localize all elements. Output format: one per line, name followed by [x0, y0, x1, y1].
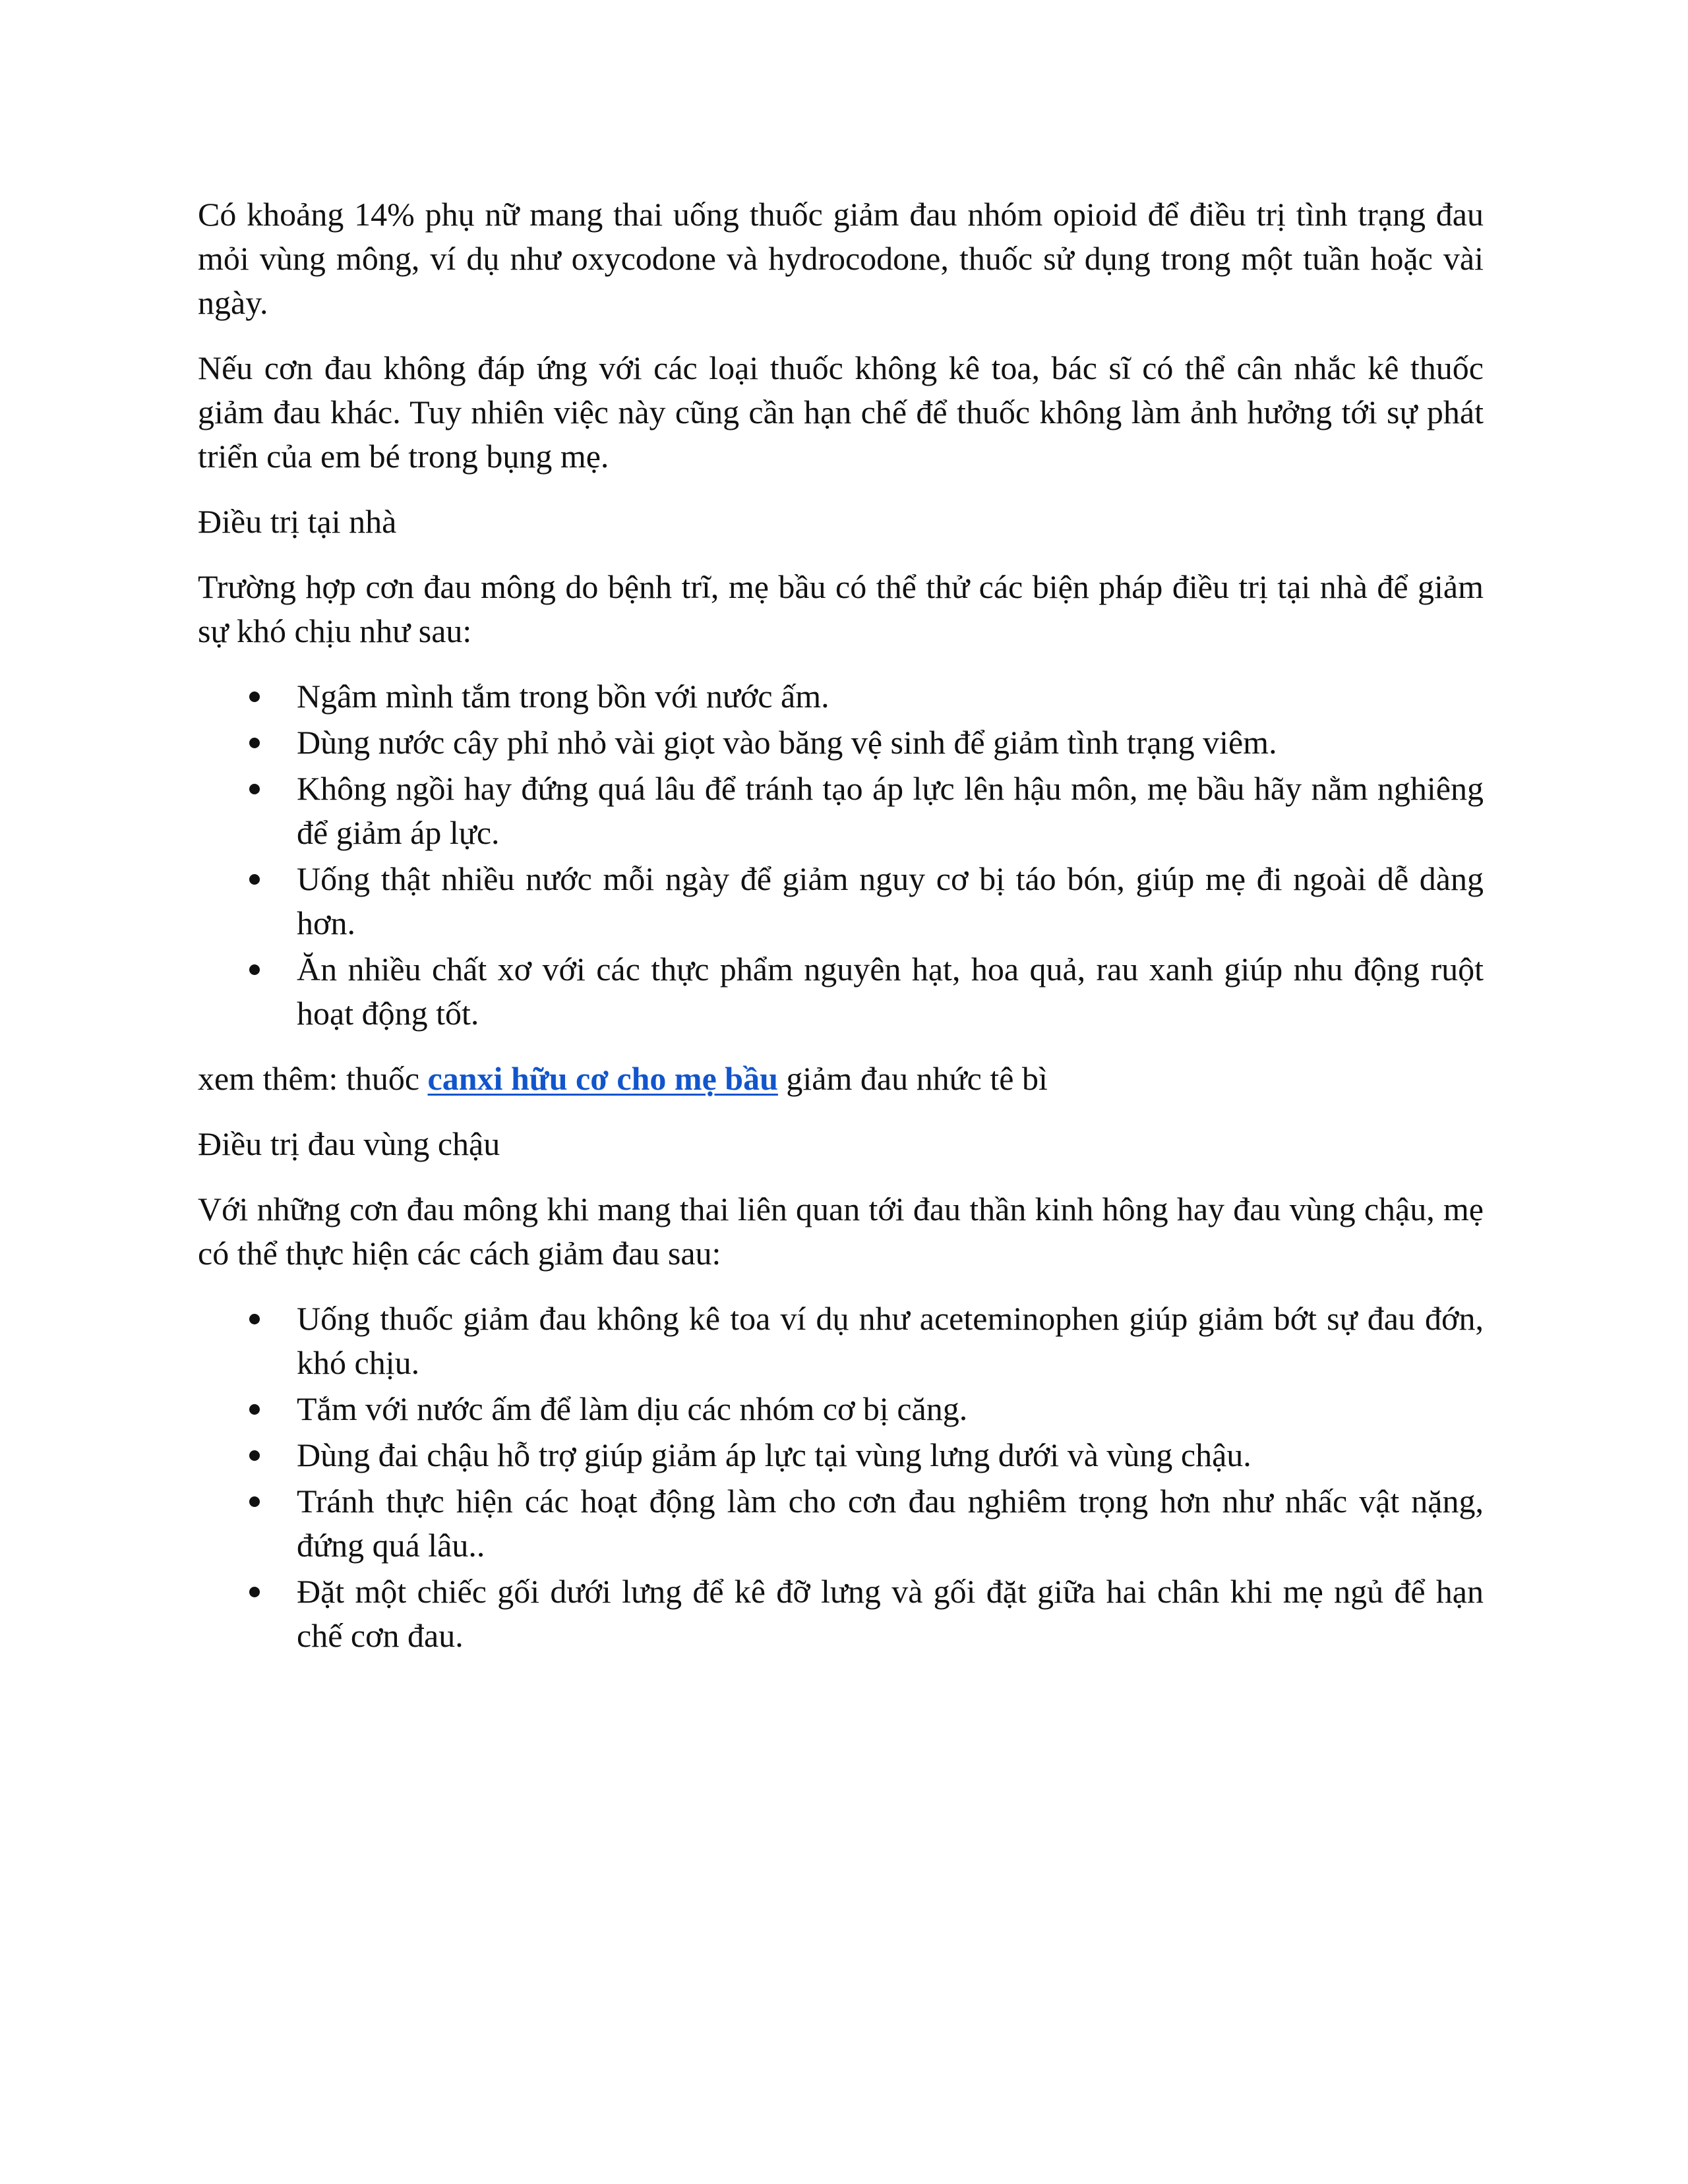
see-more-suffix: giảm đau nhức tê bì	[777, 1060, 1048, 1097]
list-item	[297, 674, 1484, 719]
bullet-icon	[249, 692, 260, 702]
list-item-text: Dùng nước cây phỉ nhỏ vài giọt vào băng vệ sinh để giảm tình trạng viêm.	[297, 724, 1277, 761]
bullet-icon	[249, 964, 260, 975]
paragraph-opioid: Có khoảng 14% phụ nữ mang thai uống thuốc giảm đau nhóm opioid để điều trị tình trạng đau mỏi vùng mông, ví dụ như oxycodone và hydrocodone, thuốc sử dụng trong một tuần hoặc vài ngày.	[198, 196, 1484, 321]
bullet-icon	[249, 874, 260, 885]
list-item-text: Tránh thực hiện các hoạt động làm cho cơn đau nghiêm trọng hơn như nhấc vật nặng, đứng quá lâu..	[297, 1483, 1484, 1564]
list-item	[297, 1479, 1484, 1568]
list-item-text: Ngâm mình tắm trong bồn với nước ấm.	[297, 678, 829, 715]
bullet-icon	[249, 1314, 260, 1324]
see-more-prefix: xem thêm: thuốc	[198, 1060, 428, 1097]
paragraph-hemorrhoid-intro: Trường hợp cơn đau mông do bệnh trĩ, mẹ bầu có thể thử các biện pháp điều trị tại nhà để giảm sự khó chịu như sau:	[198, 568, 1484, 649]
pelvic-treatment-list	[198, 1297, 1484, 1658]
list-item	[297, 1570, 1484, 1658]
list-item-text: Uống thuốc giảm đau không kê toa ví dụ như aceteminophen giúp giảm bớt sự đau đớn, khó chịu.	[297, 1300, 1484, 1381]
list-item-text: Không ngồi hay đứng quá lâu để tránh tạo áp lực lên hậu môn, mẹ bầu hãy nằm nghiêng để giảm áp lực.	[297, 770, 1484, 851]
list-item-text: Uống thật nhiều nước mỗi ngày để giảm nguy cơ bị táo bón, giúp mẹ đi ngoài dễ dàng hơn.	[297, 860, 1484, 941]
list-item-text: Dùng đai chậu hỗ trợ giúp giảm áp lực tại vùng lưng dưới và vùng chậu.	[297, 1436, 1251, 1473]
list-item	[297, 857, 1484, 945]
paragraph-pelvic-intro: Với những cơn đau mông khi mang thai liên quan tới đau thần kinh hông hay đau vùng chậu, mẹ có thể thực hiện các cách giảm đau sau:	[198, 1191, 1484, 1272]
bullet-icon	[249, 738, 260, 748]
section-heading-home-treatment: Điều trị tại nhà	[198, 503, 397, 540]
bullet-icon	[249, 784, 260, 794]
bullet-icon	[249, 1496, 260, 1507]
list-item	[297, 947, 1484, 1036]
bullet-icon	[249, 1450, 260, 1461]
document-body	[198, 192, 1484, 1679]
see-more-line	[198, 1057, 1484, 1101]
calcium-product-link[interactable]: canxi hữu cơ cho mẹ bầu	[427, 1060, 778, 1097]
list-item	[297, 1433, 1484, 1477]
home-treatment-list	[198, 674, 1484, 1036]
list-item	[297, 1387, 1484, 1431]
section-heading-pelvic-treatment: Điều trị đau vùng chậu	[198, 1125, 500, 1162]
list-item	[297, 767, 1484, 855]
list-item-text: Ăn nhiều chất xơ với các thực phẩm nguyên hạt, hoa quả, rau xanh giúp nhu động ruột hoạt động tốt.	[297, 951, 1484, 1032]
paragraph-prescription: Nếu cơn đau không đáp ứng với các loại thuốc không kê toa, bác sĩ có thể cân nhắc kê thuốc giảm đau khác. Tuy nhiên việc này cũng cần hạn chế để thuốc không làm ảnh hưởng tới sự phát triển của em bé trong bụng mẹ.	[198, 349, 1484, 475]
list-item-text: Tắm với nước ấm để làm dịu các nhóm cơ bị căng.	[297, 1390, 968, 1427]
list-item-text: Đặt một chiếc gối dưới lưng để kê đỡ lưng và gối đặt giữa hai chân khi mẹ ngủ để hạn chế cơn đau.	[297, 1573, 1484, 1654]
list-item	[297, 721, 1484, 765]
bullet-icon	[249, 1404, 260, 1415]
list-item	[297, 1297, 1484, 1385]
bullet-icon	[249, 1587, 260, 1597]
